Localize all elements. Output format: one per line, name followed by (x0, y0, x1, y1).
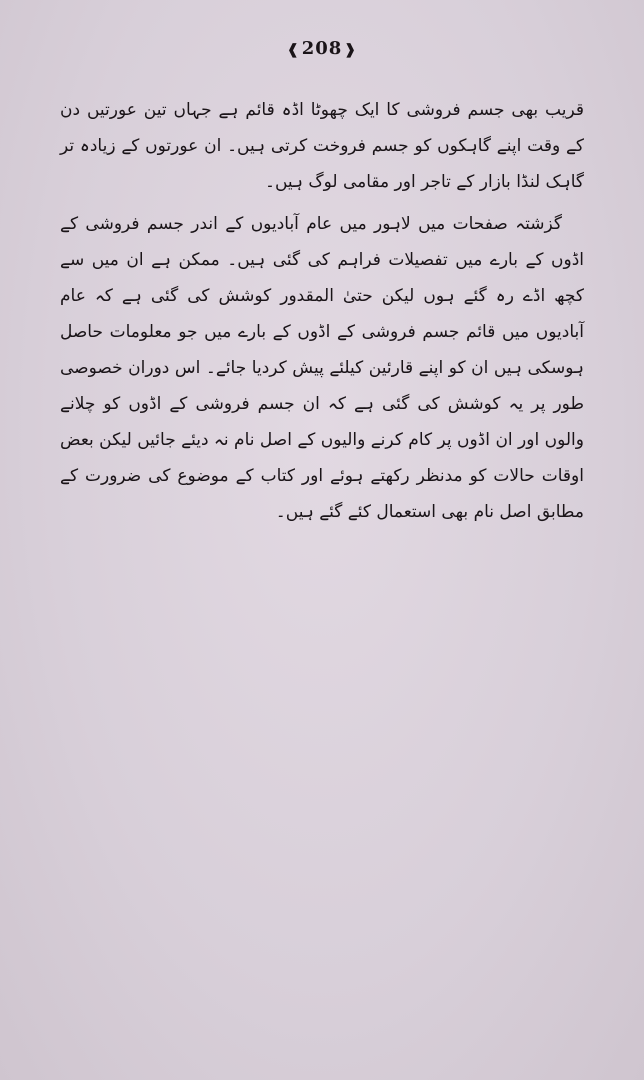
paragraph-1: قریب بھی جسم فروشی کا ایک چھوٹا اڈہ قائم ہے جہاں تین عورتیں دن کے وقت اپنے گاہکوں کو جسم فروخت کرتی ہیں۔ ان عورتوں کے زیادہ تر گاہک لنڈا بازار کے تاجر اور مقامی لوگ ہیں۔ (60, 100, 584, 192)
page-number (0, 38, 644, 59)
page-number-ornament-right-icon: ❱ (344, 42, 358, 58)
paragraph-2: گزشتہ صفحات میں لاہور میں عام آبادیوں کے اندر جسم فروشی کے اڈوں کے بارے میں تفصیلات فراہم کی گئی ہیں۔ ممکن ہے ان میں سے کچھ اڈے رہ گئے ہوں لیکن حتیٰ المقدور کوشش کی گئی ہے کہ عام آبادیوں میں قائم جسم فروشی کے اڈوں کے بارے میں جو معلومات حاصل ہوسکی ہیں ان کو اپنے قارئین کیلئے پیش کردیا جائے۔ اس دوران خصوصی طور پر یہ کوشش کی گئی ہے کہ ان جسم فروشی کے اڈوں کو چلانے والوں اور ان اڈوں پر کام کرنے والیوں کے اصل نام نہ دیئے جائیں لیکن بعض اوقات حالات کو مدنظر رکھتے ہوئے اور کتاب کے موضوع کی ضرورت کے مطابق اصل نام بھی استعمال کئے گئے ہیں۔ (60, 214, 584, 522)
page-number-value: 208 (301, 38, 343, 59)
page-number-ornament-left-icon: ❰ (286, 42, 300, 58)
page-body-text (60, 92, 584, 530)
